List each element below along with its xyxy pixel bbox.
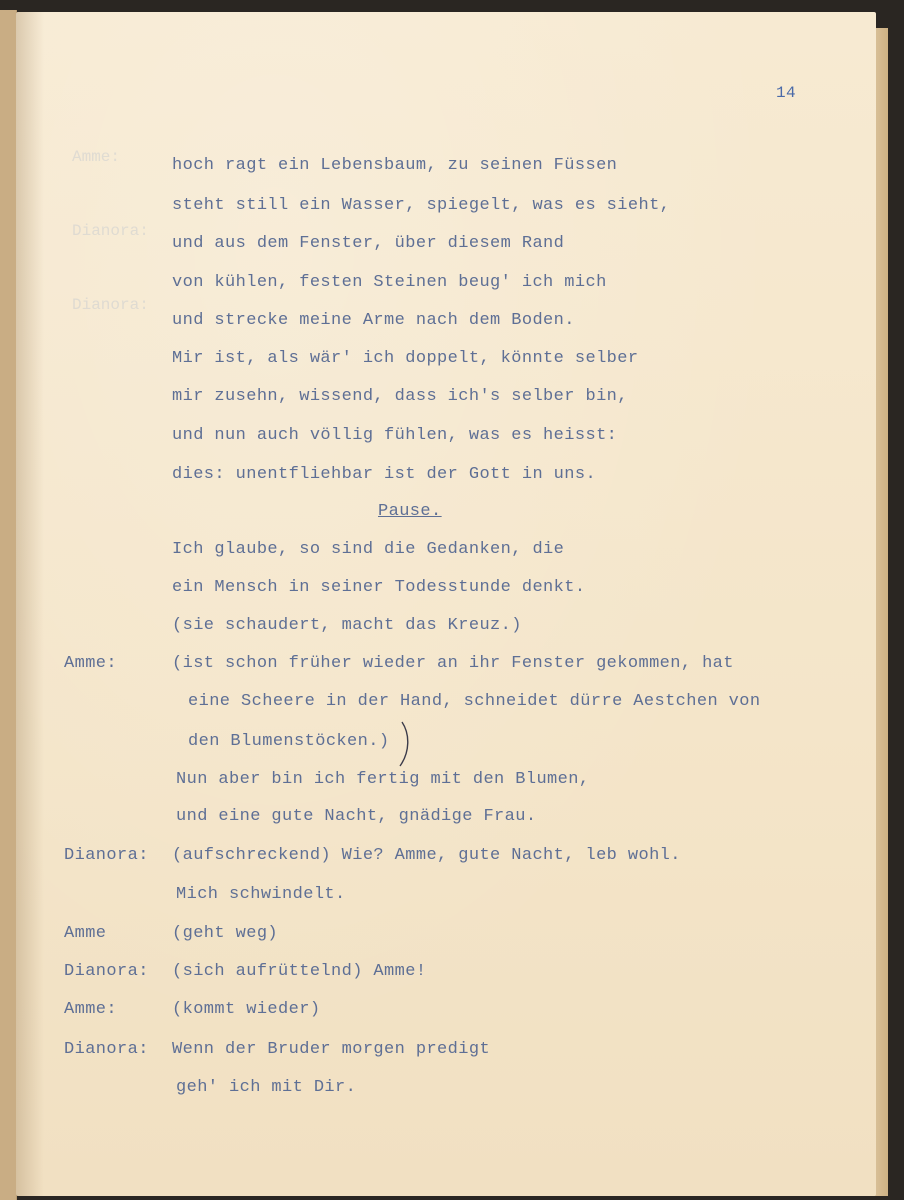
text-line: Mir ist, als wär' ich doppelt, könnte selber [172,349,639,368]
speaker-label: Amme: [64,654,118,673]
text-line: (ist schon früher wieder an ihr Fenster gekommen, hat [172,654,734,673]
speaker-label: Dianora: [64,846,149,865]
text-line: und eine gute Nacht, gnädige Frau. [176,807,537,826]
text-line: und nun auch völlig fühlen, was es heisst: [172,426,618,445]
text-line: steht still ein Wasser, spiegelt, was es sieht, [172,196,671,215]
text-line: (aufschreckend) Wie? Amme, gute Nacht, leb wohl. [172,846,681,865]
page-number: 14 [776,84,797,102]
text-line: Ich glaube, so sind die Gedanken, die [172,540,565,559]
text-line: Mich schwindelt. [176,885,346,904]
stage-direction-pause: Pause. [378,502,442,521]
text-line: geh' ich mit Dir. [176,1078,357,1097]
paper-sheet [16,12,876,1196]
stage-direction: (sie schaudert, macht das Kreuz.) [172,616,522,635]
text-line: hoch ragt ein Lebensbaum, zu seinen Füssen [172,156,618,175]
text-line: von kühlen, festen Steinen beug' ich mich [172,273,607,292]
text-line: und aus dem Fenster, über diesem Rand [172,234,565,253]
show-through: Dianora: [72,222,149,240]
speaker-label: Amme [64,924,107,943]
gutter-shadow [16,12,44,1196]
book-spine [0,10,17,1200]
text-line: und strecke meine Arme nach dem Boden. [172,311,575,330]
speaker-label: Amme: [64,1000,118,1019]
pen-mark [398,720,412,768]
text-line: dies: unentfliehbar ist der Gott in uns. [172,465,597,484]
stage-direction: (kommt wieder) [172,1000,321,1019]
show-through: Dianora: [72,296,149,314]
text-line: Wenn der Bruder morgen predigt [172,1040,491,1059]
text-line: ein Mensch in seiner Todesstunde denkt. [172,578,586,597]
text-line: mir zusehn, wissend, dass ich's selber bin, [172,387,628,406]
text-line: den Blumenstöcken.) [188,732,390,751]
show-through: Amme: [72,148,121,166]
speaker-label: Dianora: [64,962,149,981]
stage-direction: (geht weg) [172,924,279,943]
speaker-label: Dianora: [64,1040,149,1059]
text-line: eine Scheere in der Hand, schneidet dürre Aestchen von [188,692,761,711]
text-line: Nun aber bin ich fertig mit den Blumen, [176,770,590,789]
text-line: (sich aufrüttelnd) Amme! [172,962,427,981]
